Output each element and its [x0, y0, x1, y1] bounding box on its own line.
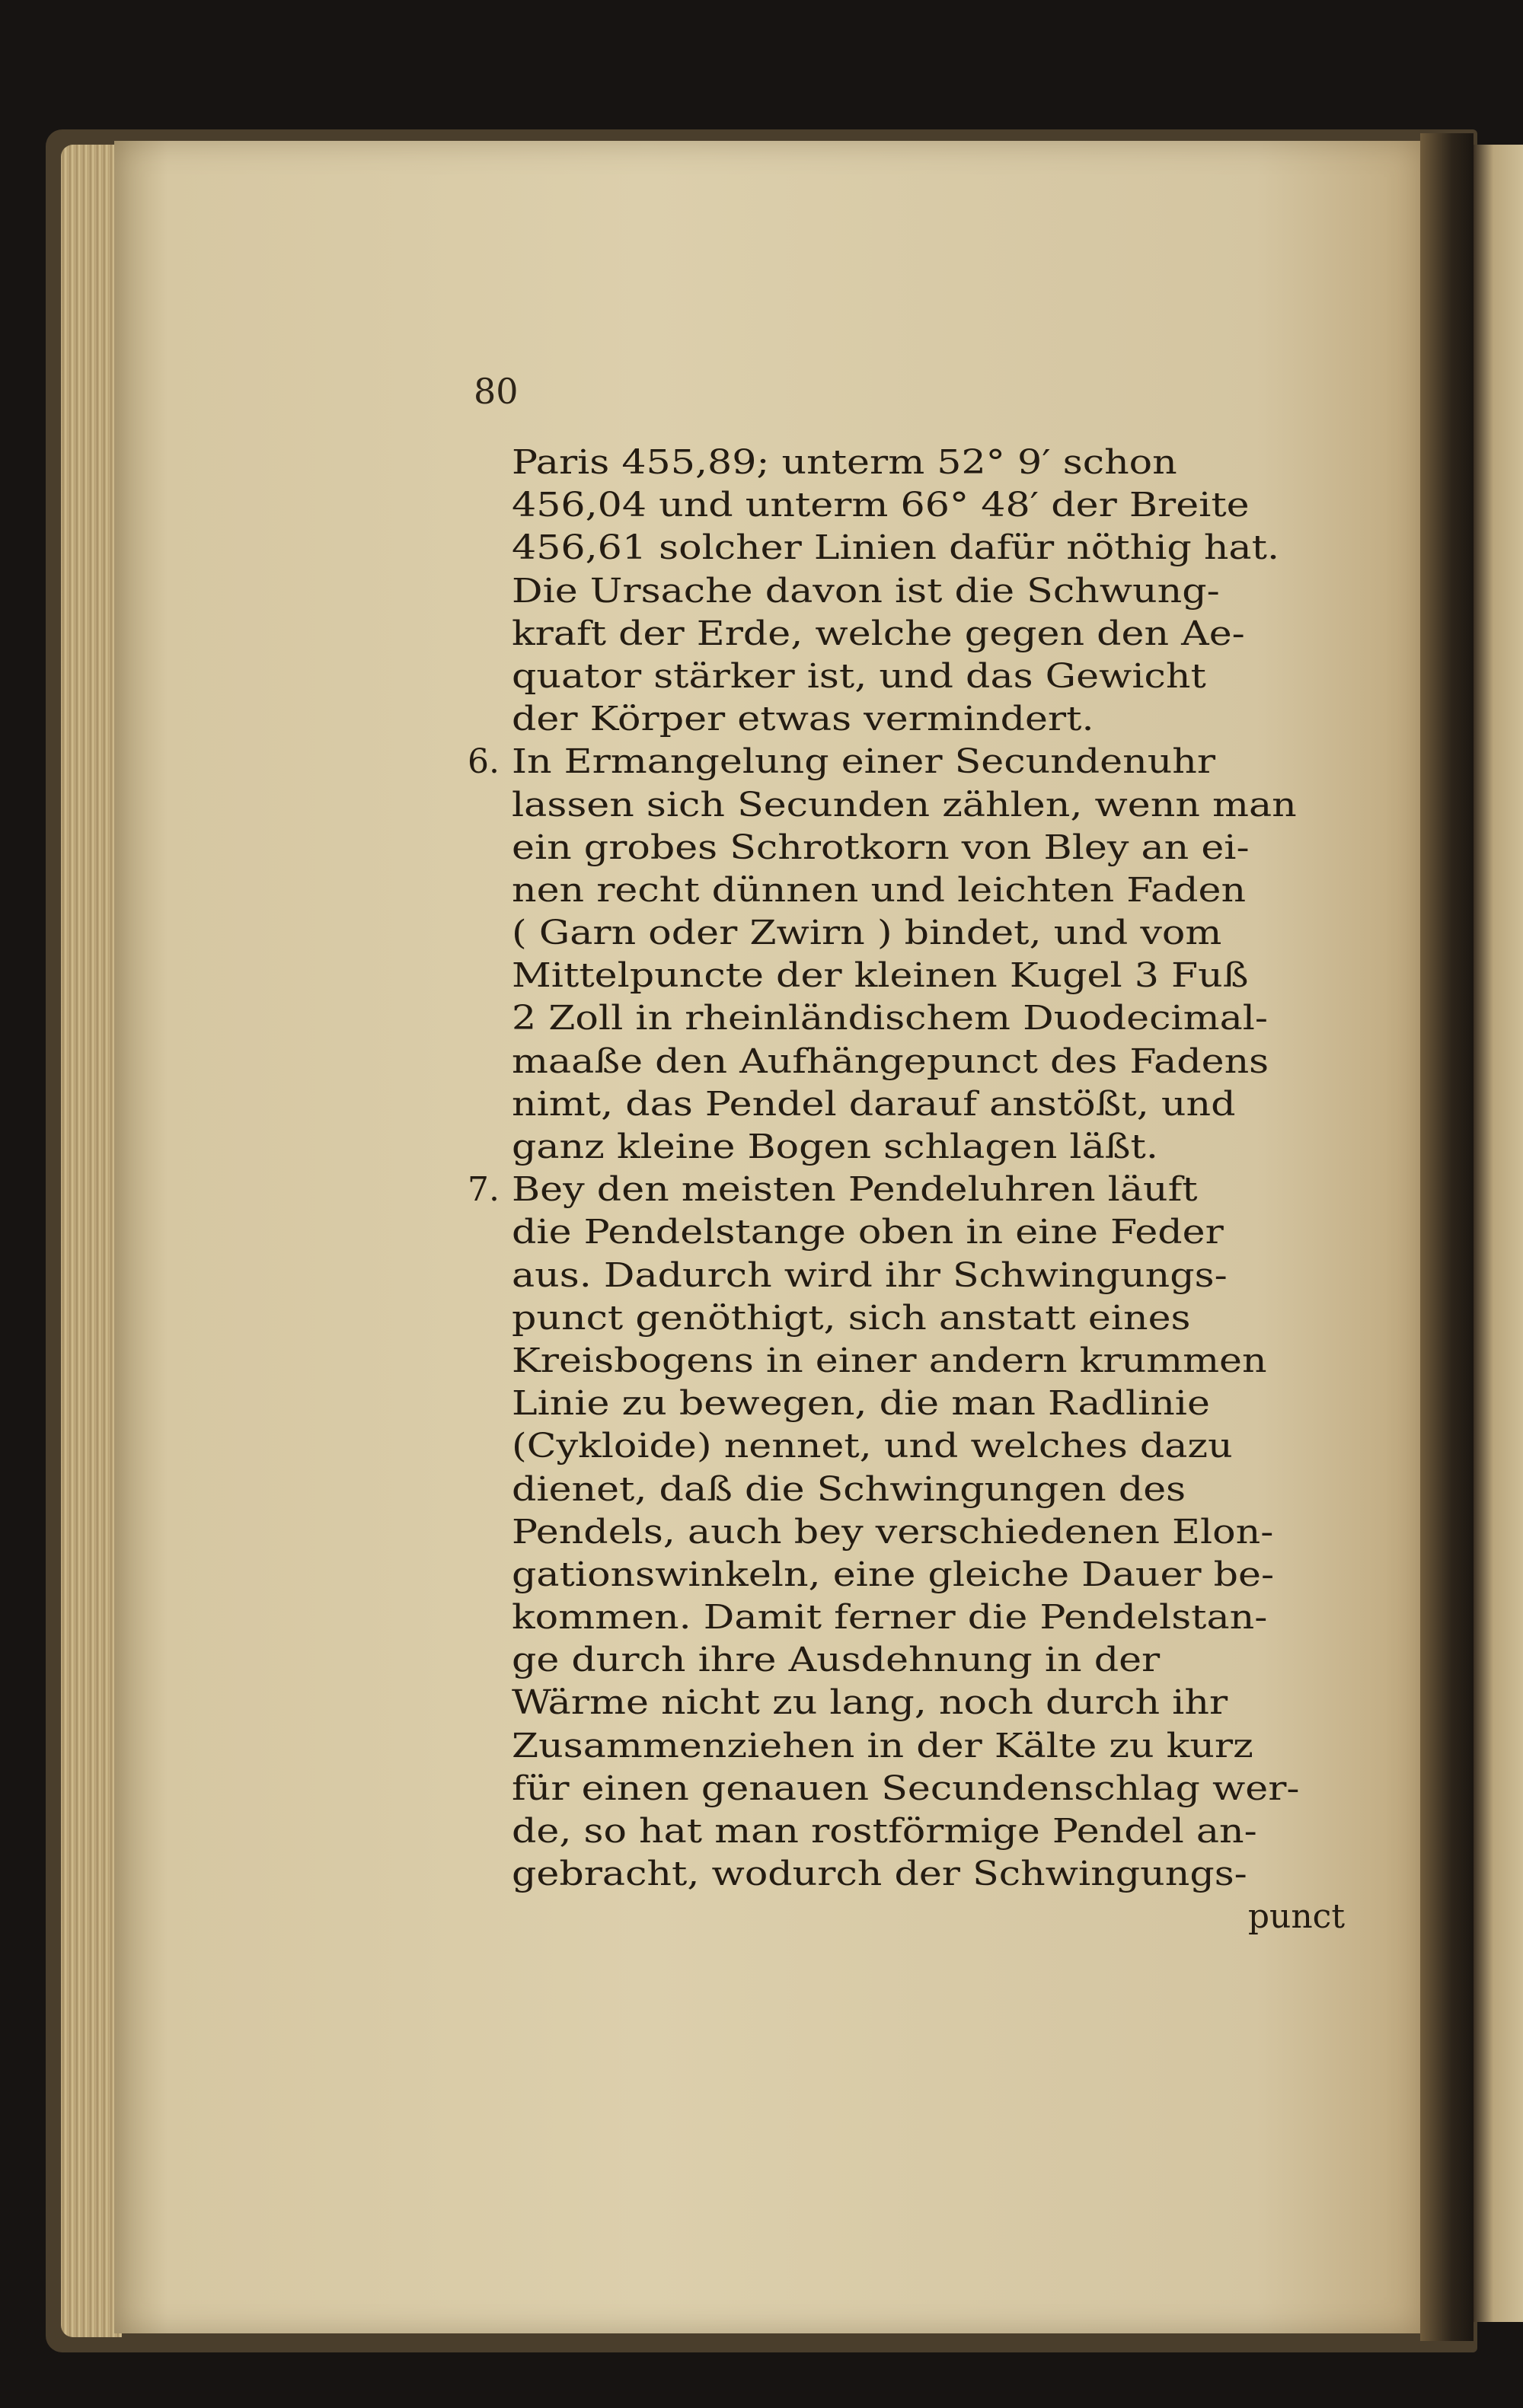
text-line: [512, 1639, 1349, 1682]
line-text: gebracht, wodurch der Schwingungs-: [512, 1855, 1247, 1894]
line-text: Wärme nicht zu lang, noch durch ihr: [512, 1683, 1228, 1723]
text-line: [512, 1596, 1349, 1639]
text-line: [512, 484, 1349, 527]
line-text: punct genöthigt, sich anstatt eines: [512, 1298, 1191, 1338]
line-text: Mittelpuncte der kleinen Kugel 3 Fuß: [512, 956, 1249, 996]
line-text: 456,04 und unterm 66° 48′ der Breite: [512, 486, 1250, 525]
line-text: ( Garn oder Zwirn ) bindet, und vom: [512, 914, 1222, 953]
line-text: Pendels, auch bey verschiedenen Elon-: [512, 1512, 1274, 1552]
facing-page-edge: [1474, 145, 1523, 2322]
line-text: der Körper etwas vermindert.: [512, 700, 1094, 739]
line-text: für einen genauen Secundenschlag wer-: [512, 1769, 1300, 1808]
text-line: [512, 1469, 1349, 1511]
text-line: [512, 1682, 1349, 1724]
page-text: [468, 442, 1349, 1939]
line-text: (Cykloide) nennet, und welches dazu: [512, 1427, 1233, 1466]
text-line: [512, 655, 1349, 698]
text-line: [512, 1255, 1349, 1297]
text-line: [512, 442, 1349, 484]
text-line: [512, 1725, 1349, 1768]
item-number: 6.: [468, 742, 500, 782]
line-text: Die Ursache davon ist die Schwung-: [512, 571, 1220, 611]
text-line: [512, 1041, 1349, 1083]
text-line: [512, 698, 1349, 741]
line-text: 456,61 solcher Linien dafür nöthig hat.: [512, 528, 1280, 568]
text-line: [512, 955, 1349, 997]
text-line: [512, 527, 1349, 569]
text-line: [512, 1554, 1349, 1596]
text-line: [512, 1383, 1349, 1425]
text-line: [512, 1425, 1349, 1468]
line-text: ganz kleine Bogen schlagen läßt.: [512, 1127, 1158, 1166]
text-line: [512, 1297, 1349, 1340]
text-line: [512, 1340, 1349, 1383]
line-text: Linie zu bewegen, die man Radlinie: [512, 1384, 1210, 1424]
text-line: [512, 1083, 1349, 1126]
item-number: 7.: [468, 1170, 500, 1210]
page-edges: [61, 145, 122, 2337]
text-line: [512, 1511, 1349, 1554]
text-line: [512, 1211, 1349, 1254]
line-text: 2 Zoll in rheinländischem Duodecimal-: [512, 999, 1269, 1038]
line-text: Bey den meisten Pendeluhren läuft: [512, 1170, 1198, 1210]
line-text: de, so hat man rostförmige Pendel an-: [512, 1812, 1257, 1851]
book-gutter: [1420, 133, 1474, 2341]
line-text: aus. Dadurch wird ihr Schwingungs-: [512, 1255, 1228, 1295]
page-number: 80: [474, 371, 519, 412]
text-line: [512, 784, 1349, 827]
text-line: [512, 613, 1349, 655]
text-line: [512, 1768, 1349, 1810]
line-text: ge durch ihre Ausdehnung in der: [512, 1641, 1161, 1680]
line-text: lassen sich Secunden zählen, wenn man: [512, 785, 1297, 824]
text-line: [468, 741, 1349, 783]
catchword-text: punct: [1247, 1897, 1345, 1937]
text-line: [512, 570, 1349, 613]
text-line: [512, 1126, 1349, 1169]
line-text: Paris 455,89; unterm 52° 9′ schon: [512, 443, 1177, 482]
text-line: [468, 1169, 1349, 1211]
line-text: kraft der Erde, welche gegen den Ae-: [512, 614, 1245, 653]
line-text: In Ermangelung einer Secundenuhr: [512, 742, 1216, 782]
line-text: Zusammenziehen in der Kälte zu kurz: [512, 1726, 1253, 1765]
line-text: gationswinkeln, eine gleiche Dauer be-: [512, 1555, 1275, 1594]
line-text: Kreisbogens in einer andern krummen: [512, 1341, 1267, 1380]
text-line: [512, 1853, 1349, 1896]
line-text: ein grobes Schrotkorn von Bley an ei-: [512, 828, 1250, 867]
text-line: [512, 869, 1349, 912]
line-text: nimt, das Pendel darauf anstößt, und: [512, 1084, 1236, 1124]
line-text: quator stärker ist, und das Gewicht: [512, 656, 1206, 696]
line-text: die Pendelstange oben in eine Feder: [512, 1213, 1224, 1252]
line-text: dienet, daß die Schwingungen des: [512, 1469, 1186, 1509]
line-text: maaße den Aufhängepunct des Fadens: [512, 1041, 1269, 1081]
text-line: [512, 1810, 1349, 1853]
line-text: nen recht dünnen und leichten Faden: [512, 870, 1247, 910]
line-text: kommen. Damit ferner die Pendelstan-: [512, 1598, 1268, 1638]
text-line: [512, 912, 1349, 955]
catchword: [512, 1896, 1349, 1938]
text-line: [512, 997, 1349, 1040]
text-line: [512, 827, 1349, 869]
